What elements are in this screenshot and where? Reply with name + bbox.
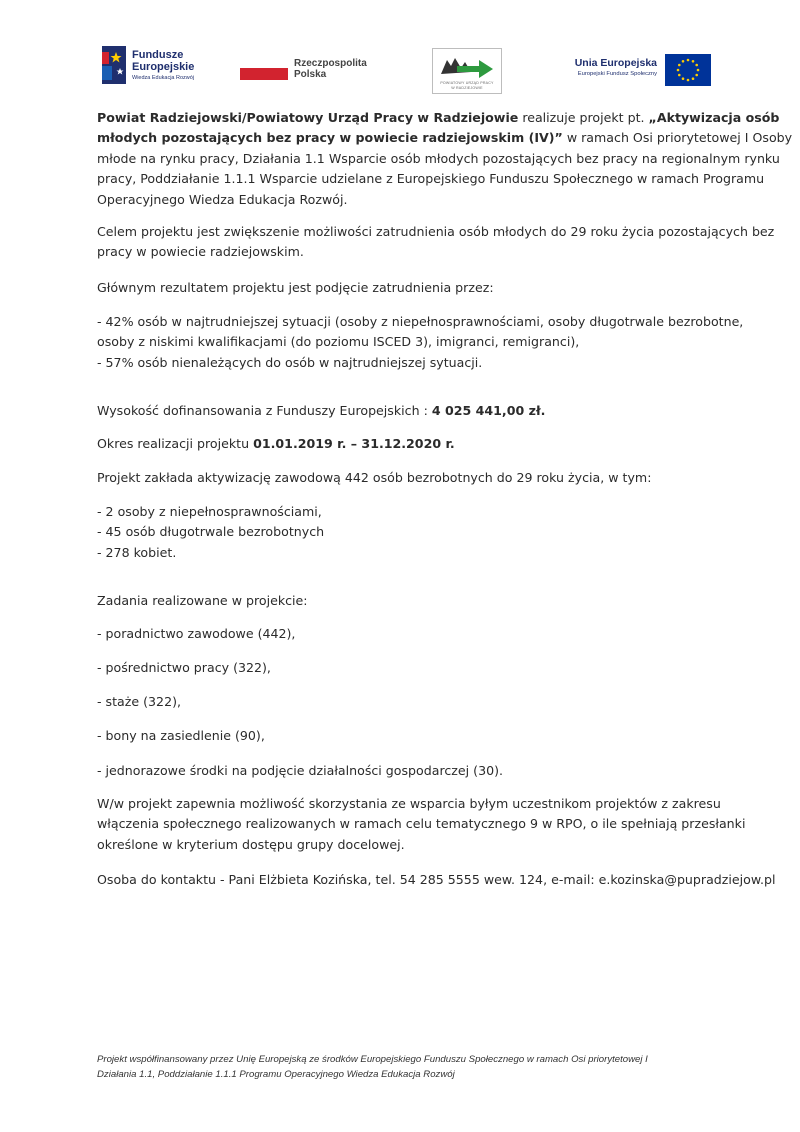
footer-line-1: Projekt współfinansowany przez Unię Europejską ze środków Europejskiego Funduszu Społecznego w ramach Osi priorytetowej I <box>97 1054 648 1065</box>
scope-item: - 2 osoby z niepełnosprawnościami, <box>97 504 322 519</box>
pup-radziejow-logo <box>432 48 502 94</box>
contact-line: Osoba do kontaktu - Pani Elżbieta Kozińska, tel. 54 285 5555 wew. 124, e-mail: e.kozinska@pupradziejow.pl <box>97 872 776 887</box>
fundusze-line3: Wiedza Edukacja Rozwój <box>132 75 195 81</box>
funding-amount: 4 025 441,00 zł. <box>431 403 546 418</box>
ue-line2: Europejski Fundusz Społeczny <box>577 71 657 77</box>
pup-arrow-icon <box>437 52 497 80</box>
result-line-2: osoby z niskimi kwalifikacjami (do poziomu ISCED 3), imigranci, remigranci), <box>97 334 580 350</box>
ue-line1: Unia Europejska <box>574 57 657 69</box>
result-heading: Głównym rezultatem projektu jest podjęcie zatrudnienia przez: <box>97 280 494 295</box>
intro-line-3: młode na rynku pracy, Działania 1.1 Wsparcie osób młodych pozostających bez pracy na regionalnym rynku <box>97 150 780 166</box>
eu-flag-icon <box>665 54 711 86</box>
scope-item: - 45 osób długotrwale bezrobotnych <box>97 524 325 540</box>
intro-line-1 <box>97 108 780 128</box>
footer-line-2: Działania 1.1, Poddziałanie 1.1.1 Programu Operacyjnego Wiedza Edukacja Rozwój <box>97 1069 455 1080</box>
support-line-1: W/w projekt zapewnia możliwość skorzystania ze wsparcia byłym uczestnikom projektów z zakresu <box>97 796 721 811</box>
funding-label: Wysokość dofinansowania z Funduszy Europejskich : <box>97 403 432 418</box>
intro-paragraph <box>97 108 793 210</box>
unia-europejska-logo <box>560 54 715 86</box>
result-line-1: - 42% osób w najtrudniejszej sytuacji (osoby z niepełnosprawnościami, osoby długotrwale bezrobotne, <box>97 314 744 329</box>
intro-line-5: Operacyjnego Wiedza Edukacja Rozwój. <box>97 191 348 207</box>
rzeczpospolita-logo <box>240 56 380 86</box>
footer-note <box>97 1052 737 1082</box>
fundusze-europejskie-logo <box>102 46 242 90</box>
support-paragraph <box>97 794 747 855</box>
goal-paragraph <box>97 222 775 263</box>
task-item: - jednorazowe środki na podjęcie działalności gospodarczej (30). <box>97 763 504 778</box>
period-line <box>97 434 747 454</box>
intro-text1: realizuje projekt pt. <box>518 110 649 125</box>
rzeczpospolita-line1: Rzeczpospolita <box>294 58 367 69</box>
intro-text2: w ramach Osi priorytetowej I Osoby <box>562 130 793 146</box>
task-item: - staże (322), <box>97 694 181 709</box>
goal-line-2: pracy w powiecie radziejowskim. <box>97 244 304 260</box>
fundusze-line2: Europejskie <box>132 61 195 73</box>
task-item: - poradnictwo zawodowe (442), <box>97 626 296 641</box>
intro-line-2 <box>97 128 793 148</box>
result-line-3: - 57% osób nienależących do osób w najtrudniejszej sytuacji. <box>97 354 483 370</box>
project-title-part2: młodych pozostających bez pracy w powiecie radziejowskim (IV)” <box>97 130 563 146</box>
funding-line <box>97 401 747 421</box>
pup-caption2: W RADZIEJOWIE <box>451 86 483 90</box>
task-item: - pośrednictwo pracy (322), <box>97 660 271 675</box>
tasks-heading: Zadania realizowane w projekcie: <box>97 593 308 608</box>
support-line-3: określone w kryterium dostępu grupy docelowej. <box>97 836 405 852</box>
scope-heading: Projekt zakłada aktywizację zawodową 442 osób bezrobotnych do 29 roku życia, w tym: <box>97 470 652 485</box>
fundusze-line1: Fundusze <box>132 49 184 61</box>
polish-flag-icon <box>240 68 288 80</box>
period-value: 01.01.2019 r. – 31.12.2020 r. <box>253 436 455 451</box>
scope-item: - 278 kobiet. <box>97 544 177 560</box>
intro-line-4: pracy, Poddziałanie 1.1.1 Wsparcie udzielane z Europejskiego Funduszu Społecznego w ramach Programu <box>97 171 765 187</box>
scope-list <box>97 502 747 563</box>
organisation-name: Powiat Radziejowski/Powiatowy Urząd Pracy w Radziejowie <box>97 110 519 125</box>
rzeczpospolita-line2: Polska <box>294 69 327 80</box>
goal-line-1: Celem projektu jest zwiększenie możliwości zatrudnienia osób młodych do 29 roku życia pozostających bez <box>97 224 775 239</box>
project-title-part1: „Aktywizacja osób <box>648 110 780 125</box>
period-label: Okres realizacji projektu <box>97 436 254 451</box>
fundusze-europejskie-mark-icon <box>102 46 126 84</box>
task-item: - bony na zasiedlenie (90), <box>97 728 265 743</box>
result-list <box>97 312 747 373</box>
pup-caption1: POWIATOWY URZĄD PRACY <box>440 81 494 85</box>
support-line-2: włączenia społecznego realizowanych w ramach celu tematycznego 9 w RPO, o ile spełniają przesłanki <box>97 816 746 832</box>
